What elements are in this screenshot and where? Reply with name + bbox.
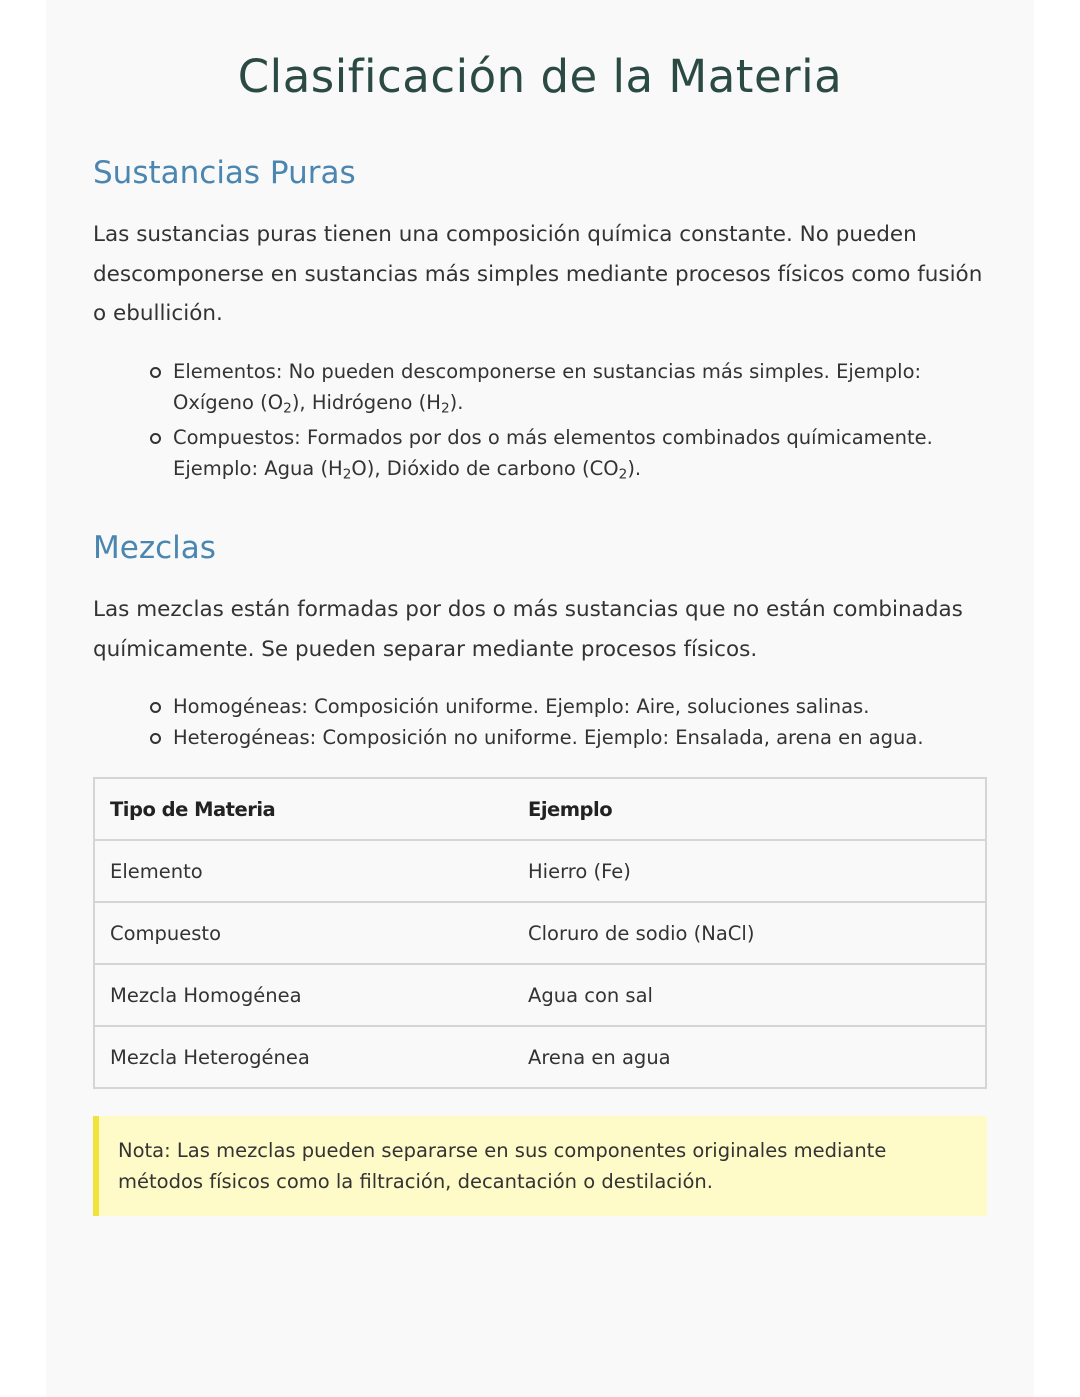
- section-heading-sustancias-puras: Sustancias Puras: [93, 155, 356, 191]
- table-cell: Compuesto: [94, 902, 513, 964]
- bullet-text: Formados por dos o más elementos combinados químicamente.: [306, 426, 933, 449]
- note-label: Nota: [118, 1139, 165, 1162]
- table-row: [94, 964, 986, 1026]
- list-item: Compuestos: Formados por dos o más elementos combinados químicamente. Ejemplo: Agua $(H_2O)$, Dióxido de carbono $(CO_2)$.: [93, 422, 987, 484]
- table-cell: Agua con sal: [513, 964, 986, 1026]
- circle-bullet-icon: [150, 367, 161, 378]
- list-item: Homogéneas: Composición uniforme. Ejemplo: Aire, soluciones salinas.: [93, 691, 987, 722]
- subscript: 2: [440, 400, 450, 417]
- bullet-text: Composición no uniforme. Ejemplo: Ensalada, arena en agua.: [322, 726, 924, 749]
- subscript: 2: [342, 466, 352, 483]
- bullet-text: No pueden descomponerse en sustancias más simples. Ejemplo:: [288, 360, 922, 383]
- table-cell: Arena en agua: [513, 1026, 986, 1088]
- example-text: ), Hidrógeno (H: [291, 391, 441, 414]
- circle-bullet-icon: [150, 733, 161, 744]
- bullet-label: Elementos: [173, 360, 276, 383]
- example-text: Ejemplo: Agua (H: [173, 457, 343, 480]
- table-header-row: [94, 778, 986, 840]
- column-header-ejemplo: Ejemplo: [513, 778, 986, 840]
- example-text: ).: [627, 457, 642, 480]
- table-cell: Mezcla Homogénea: [94, 964, 513, 1026]
- subscript: 2: [618, 466, 628, 483]
- table-cell: Mezcla Heterogénea: [94, 1026, 513, 1088]
- page-title: Clasificación de la Materia: [237, 50, 843, 103]
- section-paragraph-mezclas: Las mezclas están formadas por dos o más sustancias que no están combinadas químicamente. Se pueden separar mediante procesos físicos.: [93, 597, 963, 662]
- section-heading-mezclas: Mezclas: [93, 530, 216, 566]
- bullet-label: Homogéneas: [173, 695, 302, 718]
- bullet-list-sustancias-puras: [93, 356, 987, 484]
- list-item: Elementos: No pueden descomponerse en sustancias más simples. Ejemplo: Oxígeno $(O_2)$, Hidrógeno $(H_2)$.: [93, 356, 987, 418]
- example-text: O), Dióxido de carbono (CO: [351, 457, 619, 480]
- bullet-text: Composición uniforme. Ejemplo: Aire, soluciones salinas.: [314, 695, 870, 718]
- matter-table: [93, 777, 987, 1089]
- bullet-label: Heterogéneas: [173, 726, 310, 749]
- table-cell: Elemento: [94, 840, 513, 902]
- table-row: [94, 1026, 986, 1088]
- table-cell: Hierro (Fe): [513, 840, 986, 902]
- circle-bullet-icon: [150, 702, 161, 713]
- note-callout: Nota: Las mezclas pueden separarse en sus componentes originales mediante métodos físicos como la filtración, decantación o destilación.: [93, 1116, 987, 1216]
- table-cell: Cloruro de sodio (NaCl): [513, 902, 986, 964]
- note-text: Las mezclas pueden separarse en sus componentes originales mediante métodos físicos como la filtración, decantación o destilación.: [118, 1139, 887, 1193]
- list-item: Heterogéneas: Composición no uniforme. Ejemplo: Ensalada, arena en agua.: [93, 722, 987, 753]
- column-header-tipo: Tipo de Materia: [94, 778, 513, 840]
- table-row: [94, 840, 986, 902]
- bullet-label: Compuestos: [173, 426, 295, 449]
- table-row: [94, 902, 986, 964]
- bullet-list-mezclas: [93, 691, 987, 753]
- circle-bullet-icon: [150, 433, 161, 444]
- subscript: 2: [283, 400, 292, 417]
- example-text: ).: [449, 391, 464, 414]
- document-page: [46, 0, 1034, 1397]
- example-text: Oxígeno (O: [173, 391, 284, 414]
- section-paragraph-sustancias-puras: Las sustancias puras tienen una composición química constante. No pueden descomponerse en sustancias más simples mediante procesos físicos como fusión o ebullición.: [93, 222, 983, 326]
